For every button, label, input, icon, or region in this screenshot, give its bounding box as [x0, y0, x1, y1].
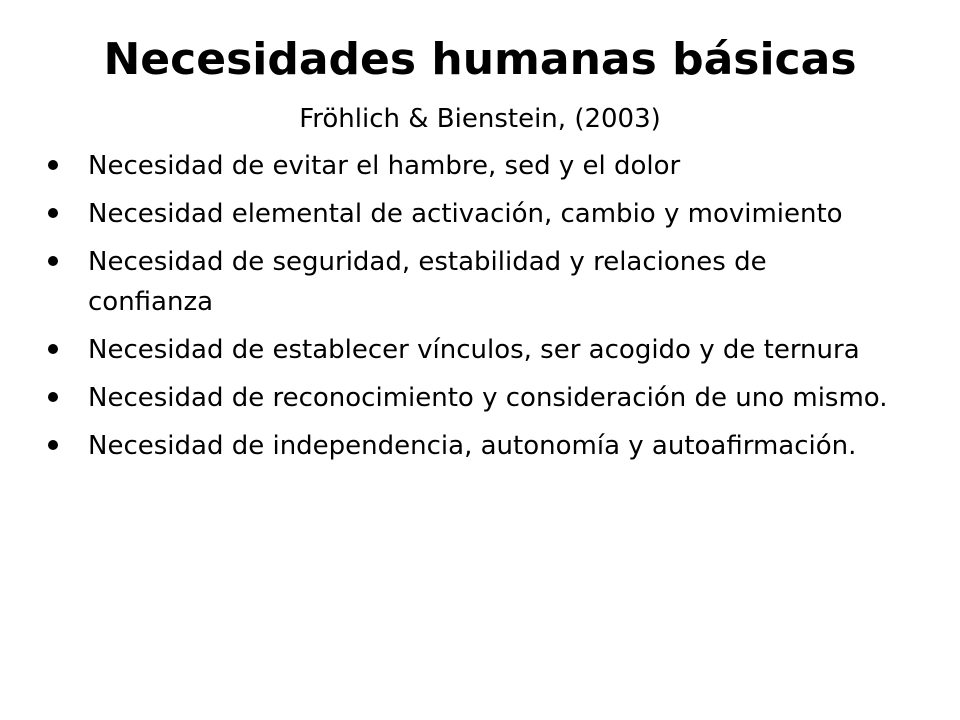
bullet-item	[48, 330, 888, 370]
bullet-item	[48, 426, 888, 466]
bullet-item	[48, 378, 888, 418]
bullet-list	[48, 146, 888, 474]
bullet-text: Necesidad de establecer vínculos, ser acogido y de ternura	[88, 335, 860, 365]
bullet-dot-icon	[48, 344, 58, 354]
bullet-text: Necesidad de seguridad, estabilidad y relaciones de confianza	[88, 247, 767, 317]
slide-title: Necesidades humanas básicas	[103, 34, 857, 85]
bullet-text: Necesidad de independencia, autonomía y autoafirmación.	[88, 431, 857, 461]
bullet-text: Necesidad de reconocimiento y consideración de uno mismo.	[88, 383, 888, 413]
bullet-dot-icon	[48, 256, 58, 266]
bullet-item	[48, 242, 888, 322]
bullet-text: Necesidad elemental de activación, cambio y movimiento	[88, 199, 843, 229]
bullet-item	[48, 194, 888, 234]
bullet-dot-icon	[48, 160, 58, 170]
bullet-dot-icon	[48, 392, 58, 402]
bullet-item	[48, 146, 888, 186]
bullet-dot-icon	[48, 208, 58, 218]
slide-subtitle: Fröhlich & Bienstein, (2003)	[299, 104, 661, 134]
bullet-dot-icon	[48, 440, 58, 450]
bullet-text: Necesidad de evitar el hambre, sed y el dolor	[88, 151, 681, 181]
